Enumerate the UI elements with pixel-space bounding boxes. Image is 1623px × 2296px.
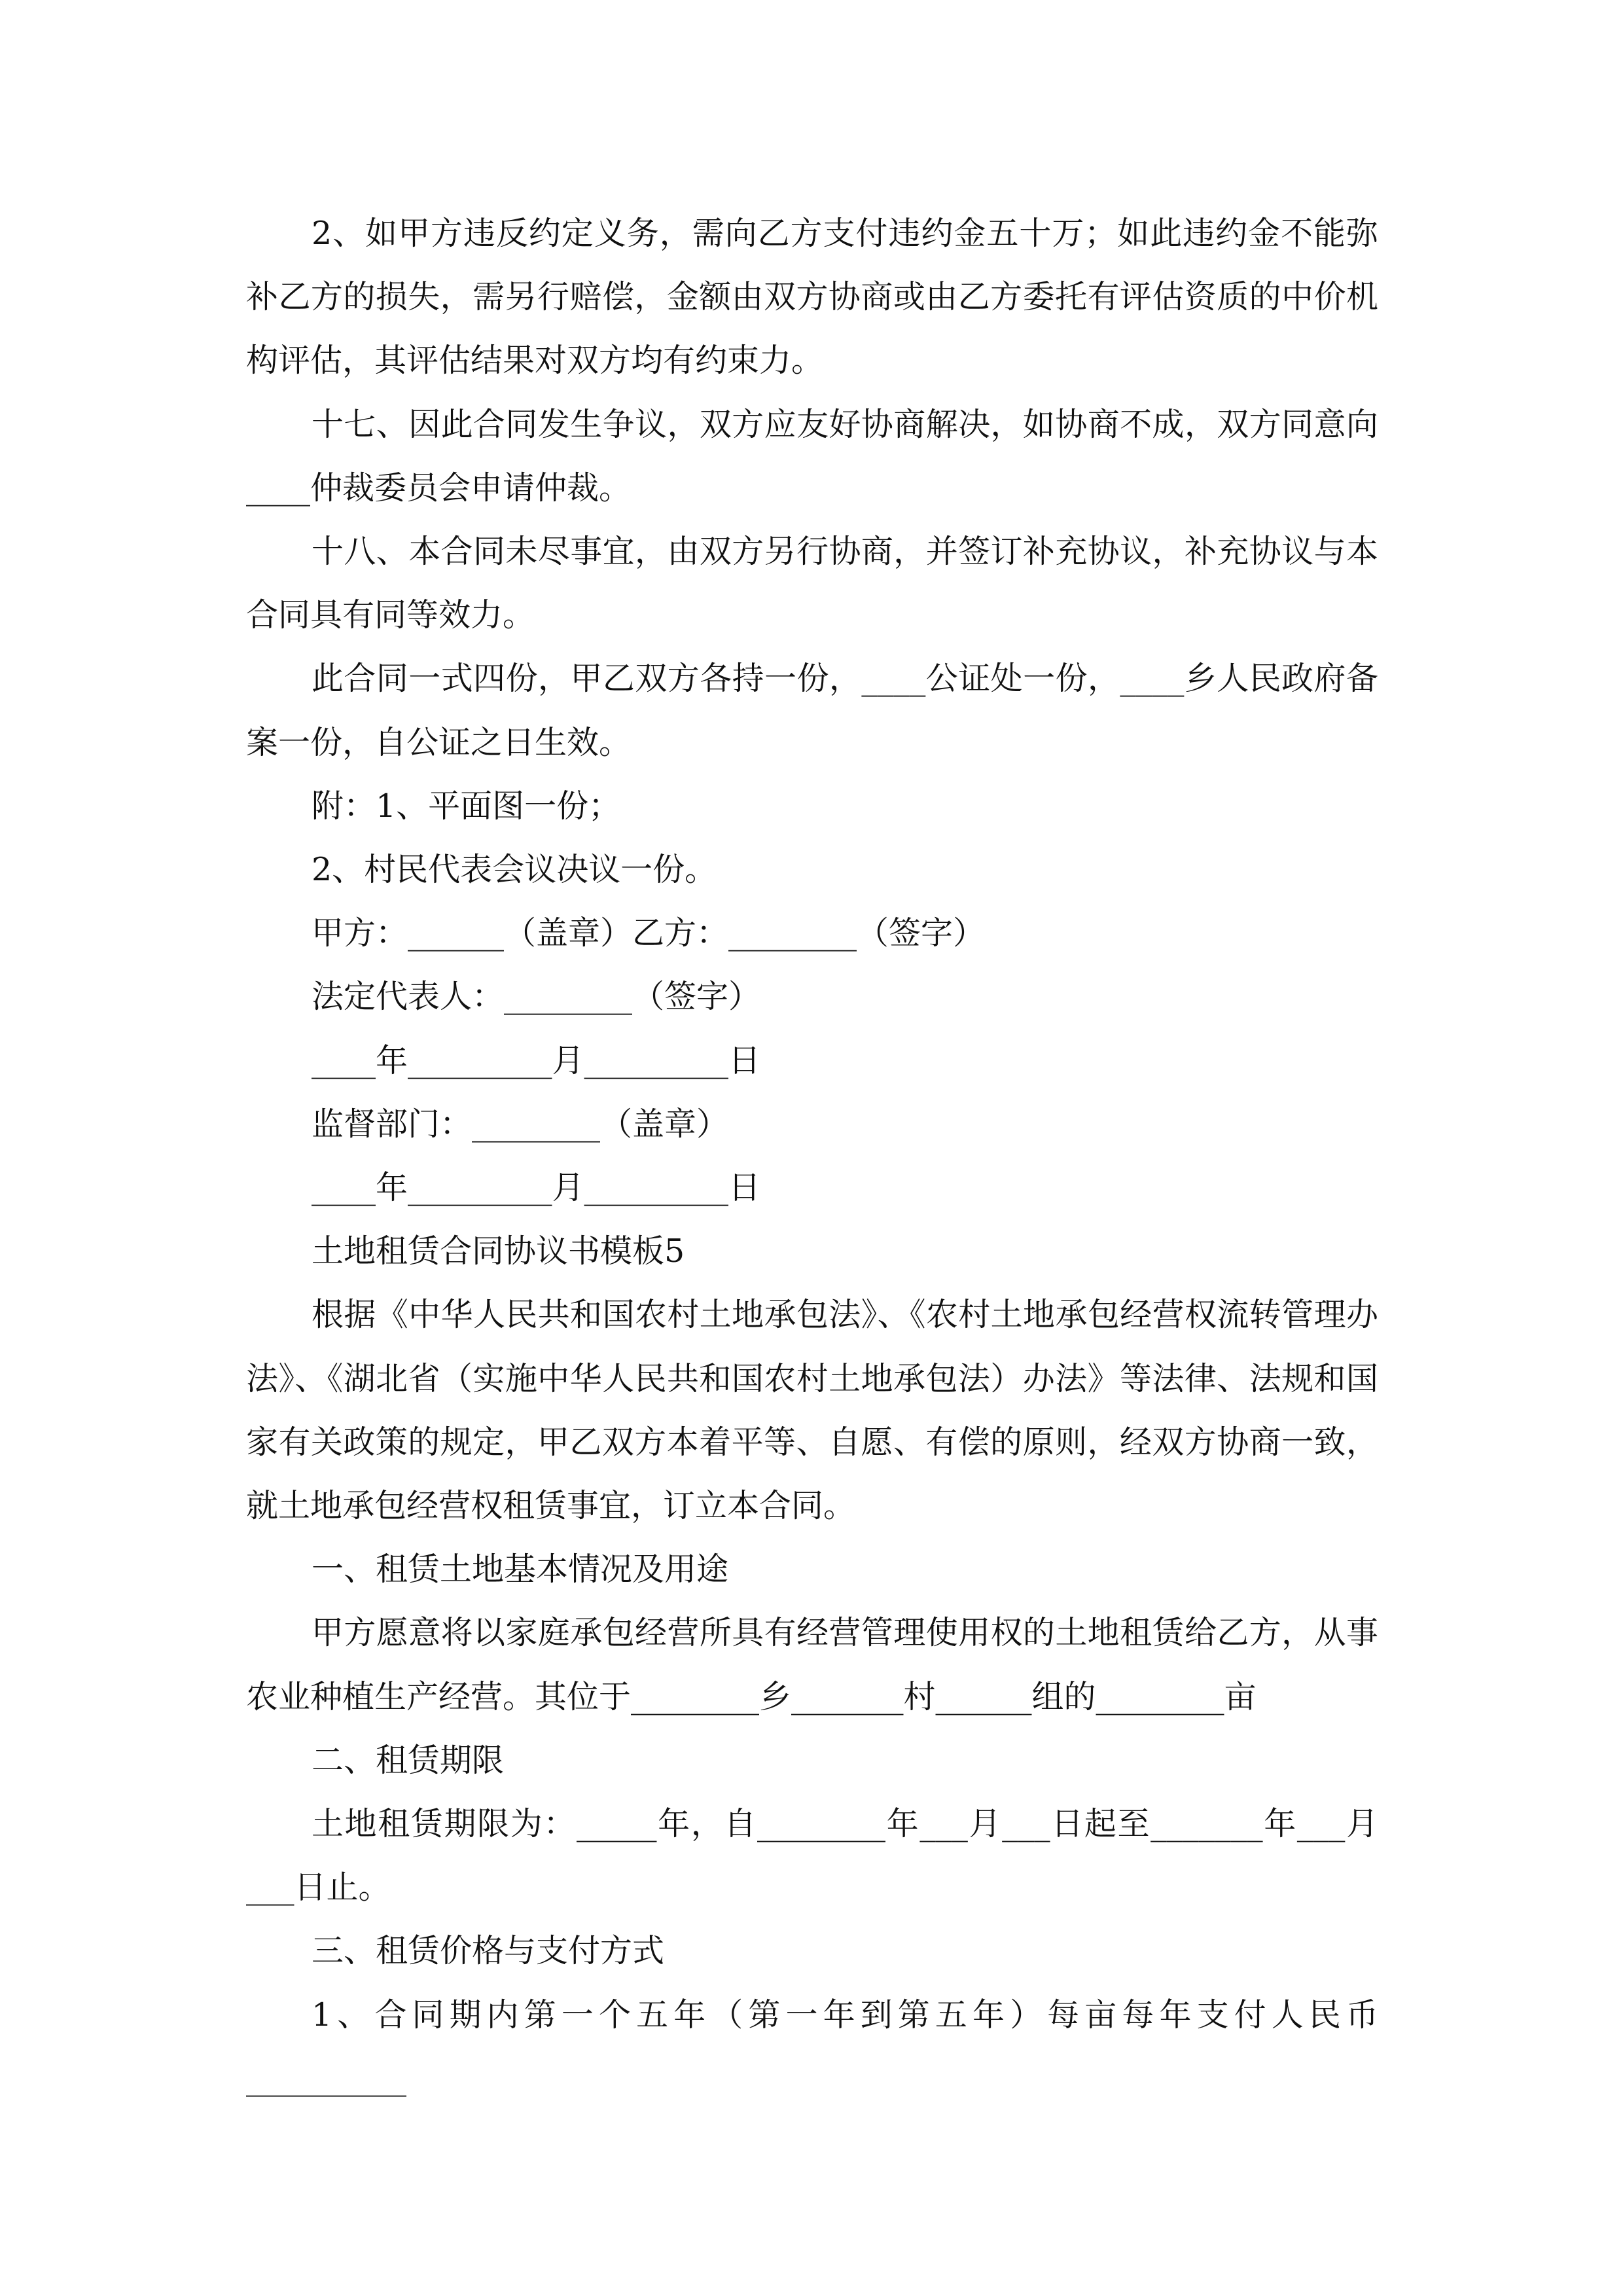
document-body	[246, 202, 1378, 2110]
paragraph-attachment-1: 附：1、平面图一份；	[312, 787, 621, 825]
heading-lease-term: 二、租赁期限	[312, 1741, 505, 1779]
date-line-1: ____年_________月_________日	[312, 1041, 761, 1079]
paragraph-copies-effective: 此合同一式四份，甲乙双方各持一份，____公证处一份，____乡人民政府备案一份，自公证之日生效。	[246, 660, 1378, 761]
section-title-template-5: 土地租赁合同协议书模板5	[312, 1232, 685, 1270]
paragraph-attachment-2: 2、村民代表会议决议一份。	[312, 851, 717, 889]
paragraph-breach-penalty: 2、如甲方违反约定义务，需向乙方支付违约金五十万；如此违约金不能弥补乙方的损失，需另行赔偿，金额由双方协商或由乙方委托有评估资质的中价机构评估，其评估结果对双方均有约束力。	[246, 215, 1378, 380]
paragraph-article-18-supplement: 十八、本合同未尽事宜，由双方另行协商，并签订补充协议，补充协议与本合同具有同等效力。	[246, 533, 1378, 634]
heading-price-payment: 三、租赁价格与支付方式	[312, 1932, 665, 1970]
heading-land-basic-info: 一、租赁土地基本情况及用途	[312, 1551, 729, 1588]
signature-line-parties: 甲方：______（盖章）乙方：________（签字）	[312, 914, 986, 952]
paragraph-article-17-arbitration: 十七、因此合同发生争议，双方应友好协商解决，如协商不成，双方同意向____仲裁委员会申请仲裁。	[246, 405, 1378, 507]
paragraph-first-five-years: 1、合同期内第一个五年（第一年到第五年）每亩每年支付人民币__________	[246, 1996, 1378, 2097]
paragraph-land-location: 甲方愿意将以家庭承包经营所具有经营管理使用权的土地租赁给乙方，从事农业种植生产经营。其位于________乡_______村______组的________亩	[246, 1614, 1378, 1715]
paragraph-legal-basis: 根据《中华人民共和国农村土地承包法》、《农村土地承包经营权流转管理办法》、《湖北省（实施中华人民共和国农村土地承包法）办法》等法律、法规和国家有关政策的规定，甲乙双方本着平等、自愿、有偿的原则，经双方协商一致，就土地承包经营权租赁事宜，订立本合同。	[246, 1296, 1378, 1525]
signature-line-supervisor: 监督部门：________（盖章）	[312, 1105, 729, 1143]
signature-line-legal-rep: 法定代表人：________（签字）	[312, 978, 761, 1016]
paragraph-lease-term: 土地租赁期限为：_____年，自________年___月___日起至_______年___月___日止。	[246, 1805, 1378, 1907]
date-line-2: ____年_________月_________日	[312, 1169, 761, 1207]
